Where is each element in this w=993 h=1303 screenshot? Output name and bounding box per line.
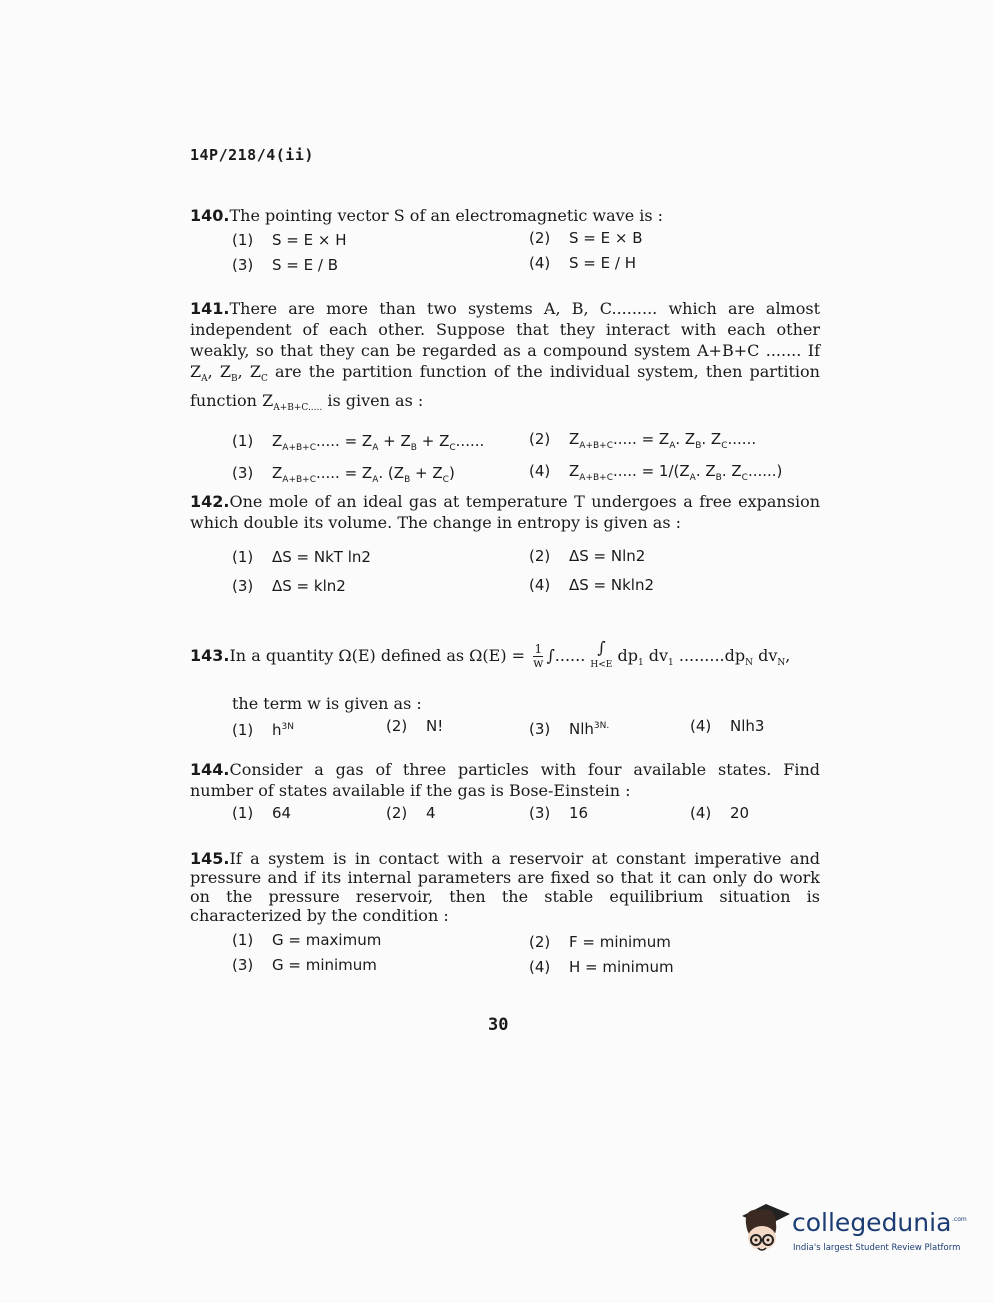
question-text: There are more than two systems A, B, C......... which are almost independent of each other. Suppose that they interact with each other weakly, so that they can be regarded as a compound system A+B+C ....... If Z <box>190 299 820 381</box>
question-text: The pointing vector S of an electromagnetic wave is : <box>229 206 664 225</box>
student-mascot-icon <box>736 1198 792 1268</box>
option-2: (2) $Z_{A+B+C}$..... = $Z_A$. $Z_B$. $Z_C$...... <box>529 430 757 452</box>
options <box>232 226 820 276</box>
option-2: (2) ΔS = Nln2 <box>529 547 646 565</box>
options <box>232 716 820 742</box>
question-number: 143. <box>190 646 230 665</box>
question-number: 142. <box>190 492 230 511</box>
question-number: 140. <box>190 206 230 225</box>
question-text: If a system is in contact with a reservoir at constant imperative and pressure and if its internal parameters are fixed so that it can only do work on the pressure reservoir, then the stable equilibrium situation is characterized by the condition : <box>190 849 820 925</box>
brand-domain: .com <box>952 1216 967 1223</box>
option-3: (3) $Z_{A+B+C}$..... = $Z_A$. $(Z_B + Z_C)$ <box>232 464 455 486</box>
option-3: (3) 16 <box>529 804 589 822</box>
question-145 <box>190 849 820 987</box>
option-4: (4) ΔS = Nkln2 <box>529 576 655 594</box>
brand-tagline: India's largest Student Review Platform <box>793 1243 961 1253</box>
options <box>232 931 820 987</box>
options <box>232 425 820 485</box>
question-144 <box>190 759 820 829</box>
question-text: Consider a gas of three particles with four available states. Find number of states available if the gas is Bose-Einstein : <box>190 760 820 800</box>
question-text: One mole of an ideal gas at temperature T undergoes a free expansion which double its volume. The change in entropy is given as : <box>190 492 820 532</box>
integral-with-limit: ∫ H<E <box>590 638 613 670</box>
question-number: 144. <box>190 760 230 779</box>
option-3: (3) Nlh$^{3N.}$ <box>529 720 610 739</box>
collegedunia-watermark <box>736 1198 966 1268</box>
option-1: (1) S = E × H <box>232 231 347 249</box>
fraction: $\frac{1}{w}$ <box>533 642 544 670</box>
option-3: (3) G = minimum <box>232 956 377 974</box>
option-1: (1) $h^{3N}$ <box>232 721 294 740</box>
option-2: (2) S = E × B <box>529 229 643 247</box>
question-143: 143.In a quantity Ω(E) defined as $\Omega(E) = \frac{1}{w}$ ∫...... ∫ H<E $dp_1$ $dv_1$ $.........dp_N$ $dv_N$, the term w is given as : (1) $h^{3N}$ (2) N! (3) Nlh$^{3N.}$ (4) Nlh3 <box>190 640 820 742</box>
brand-name: collegedunia <box>792 1208 952 1237</box>
option-1: (1) G = maximum <box>232 931 382 949</box>
option-2: (2) F = minimum <box>529 933 671 951</box>
question-141: 141.There are more than two systems A, B, C......... which are almost independent of each other. Suppose that they interact with each other weakly, so that they can be regarded as a compound system A+B+C ....... If $Z_A$, $Z_B$, $Z_C$ are the partition function of the individual system, then partition function $Z_{A+B+C.....}$ is given as : (1) $Z_{A+B+C}$..... = $Z_A + Z_B + Z_C$...... (2) $Z_{A+B+C}$..... = $Z_A$. $Z_B$. $Z_C$...... (3) $Z_{A+B+C}$..... = $Z_A$. $(Z_B + Z_C)$ (4) $Z_{A+B+C}$..... = $1/(Z_A$. $Z_B$. $Z_C$......) <box>190 298 820 485</box>
option-3: (3) ΔS = kln2 <box>232 577 346 595</box>
paper-code: 14P/218/4(ii) <box>190 146 314 164</box>
option-1: (1) 64 <box>232 804 292 822</box>
option-2: (2) 4 <box>386 804 436 822</box>
option-4: (4) S = E / H <box>529 254 636 272</box>
question-text: In a quantity Ω(E) defined as Ω(E) = <box>229 646 531 665</box>
question-140 <box>190 205 820 276</box>
option-4: (4) 20 <box>690 804 750 822</box>
options <box>232 803 820 829</box>
question-number: 141. <box>190 299 230 318</box>
option-3: (3) S = E / B <box>232 256 338 274</box>
option-4: (4) Nlh3 <box>690 717 765 736</box>
page-number: 30 <box>488 1015 509 1035</box>
option-1: (1) $Z_{A+B+C}$..... = $Z_A + Z_B + Z_C$...... <box>232 432 485 454</box>
option-1: (1) ΔS = NkT ln2 <box>232 548 371 566</box>
option-4: (4) $Z_{A+B+C}$..... = $1/(Z_A$. $Z_B$. $Z_C$......) <box>529 462 783 484</box>
question-number: 145. <box>190 849 230 868</box>
question-subtext: the term w is given as : <box>232 694 422 714</box>
option-2: (2) N! <box>386 717 444 736</box>
question-142 <box>190 491 820 607</box>
option-4: (4) H = minimum <box>529 958 674 976</box>
options <box>232 547 820 607</box>
